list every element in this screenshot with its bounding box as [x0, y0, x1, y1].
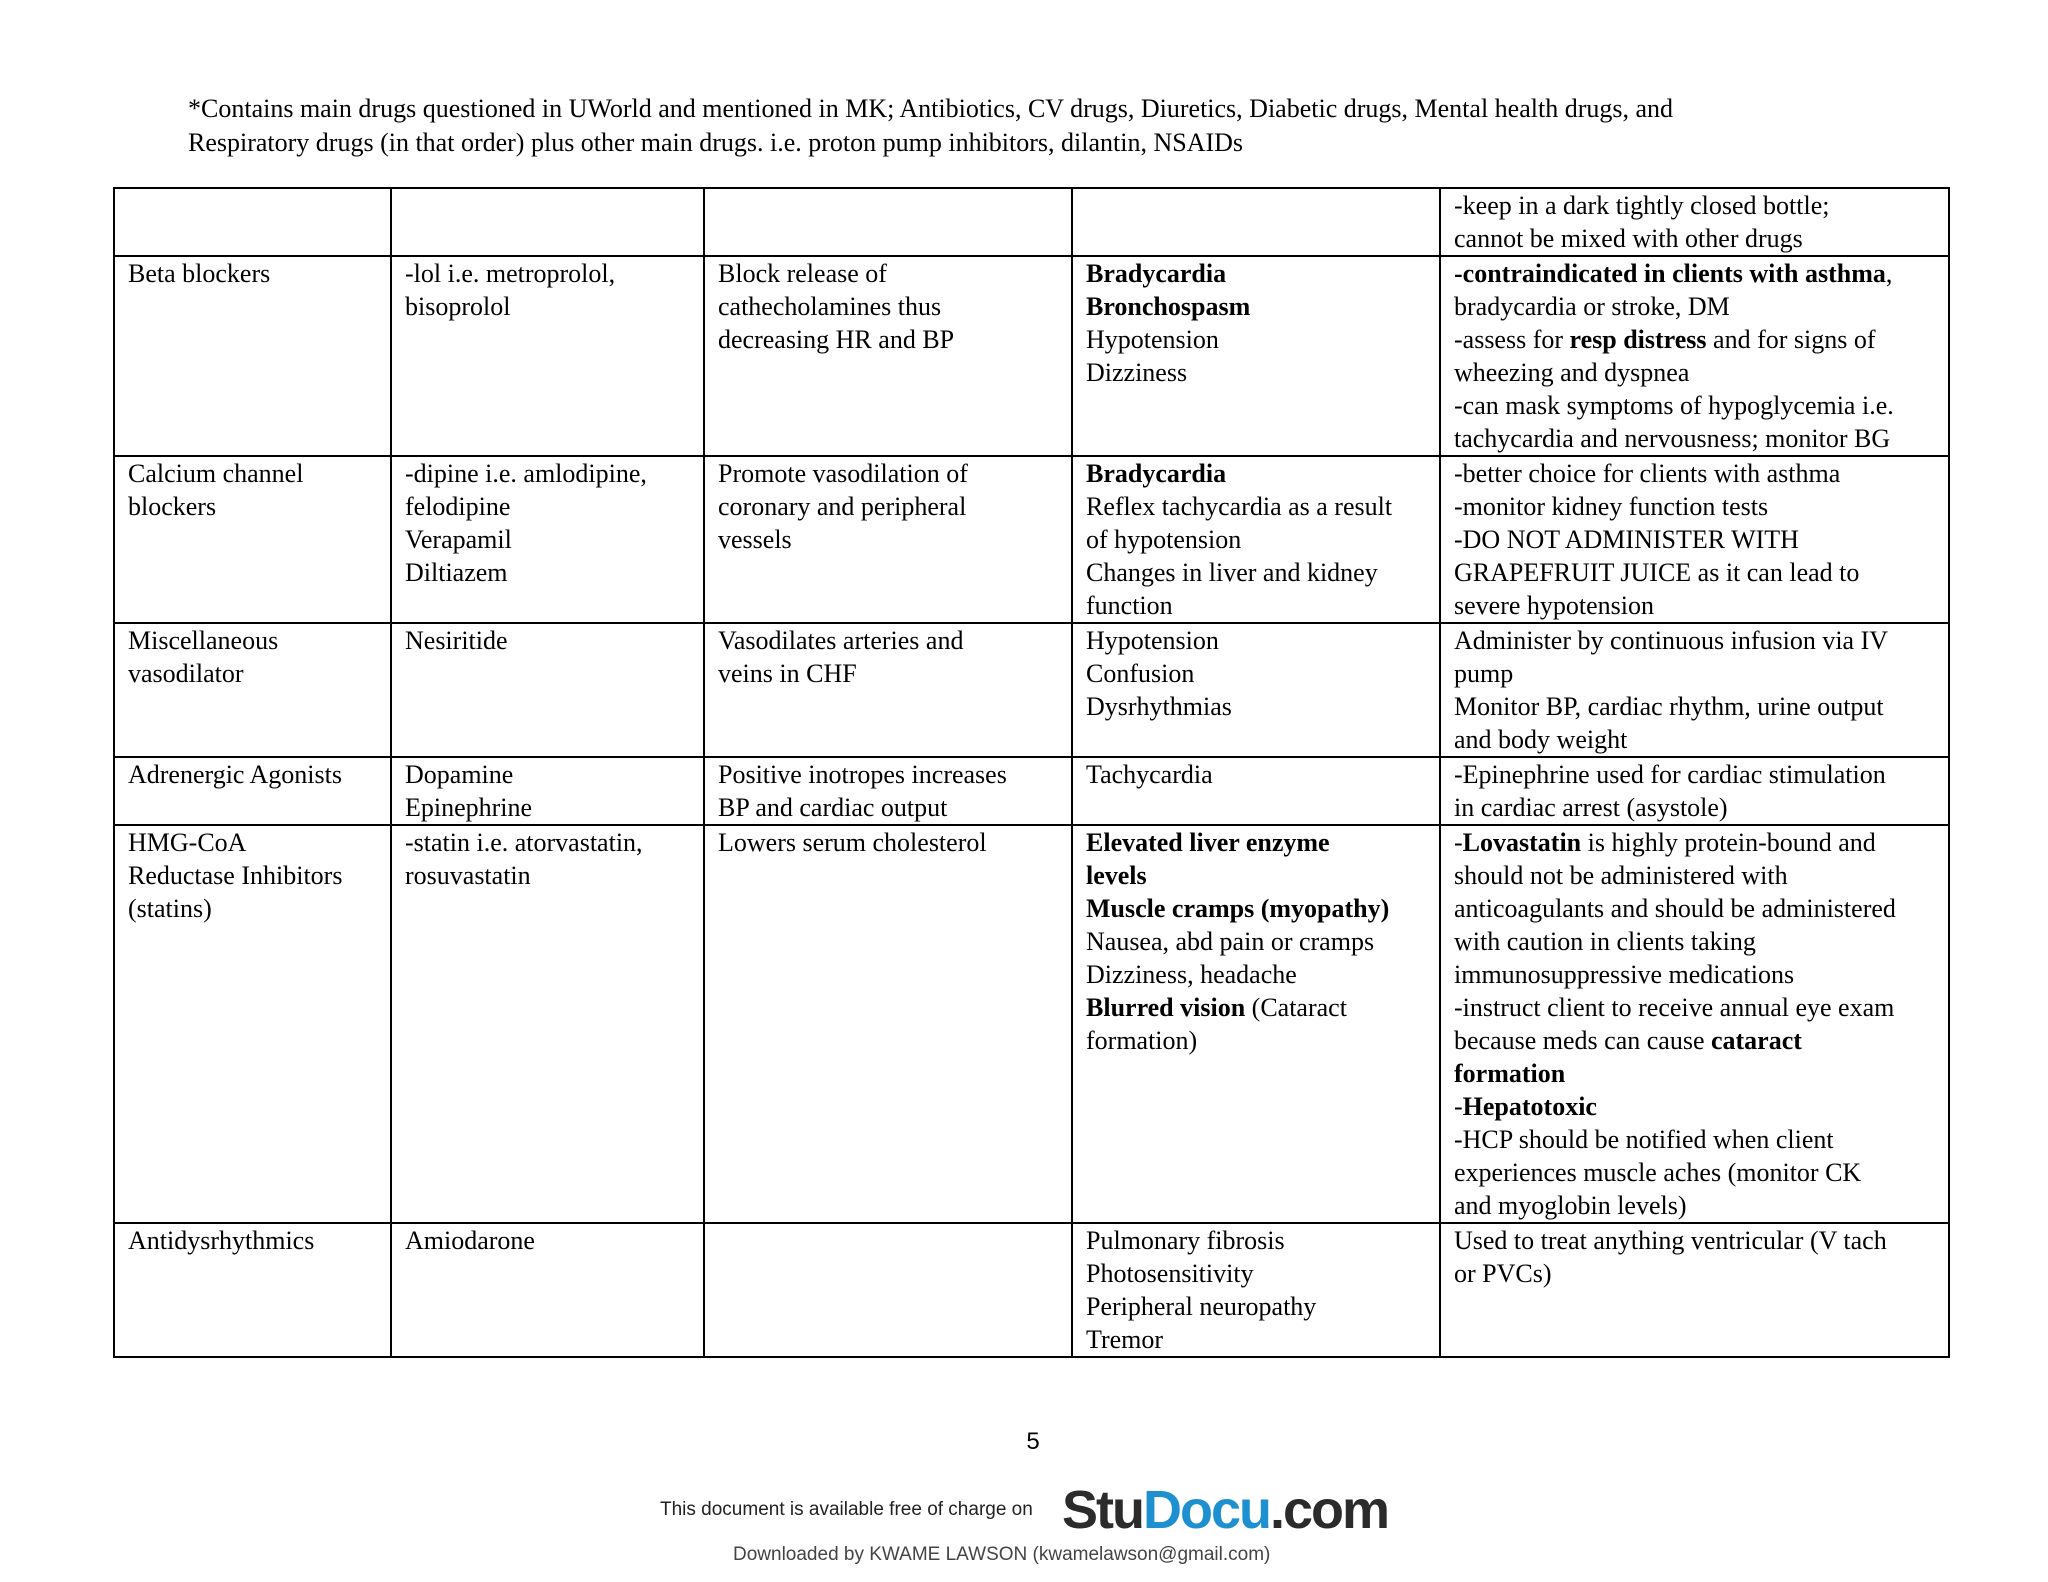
cell-line [405, 624, 691, 657]
cell-line [1086, 356, 1427, 389]
cell-line [1086, 1024, 1427, 1057]
cell-line [128, 1224, 378, 1257]
cell-line [1086, 991, 1427, 1024]
cell-line [1454, 222, 1936, 255]
cell-nursing-considerations [1440, 256, 1949, 456]
cell-line [1454, 556, 1936, 589]
cell-side-effects [1072, 757, 1440, 825]
text: felodipine [405, 492, 511, 521]
text: -lol i.e. metroprolol, [405, 259, 616, 288]
cell-line [128, 892, 378, 925]
text: Lowers serum cholesterol [718, 828, 987, 857]
cell-action [704, 757, 1072, 825]
text: Administer by continuous infusion via IV [1454, 626, 1889, 655]
text: Promote vasodilation of [718, 459, 968, 488]
bold-text: Bradycardia [1086, 459, 1227, 488]
bold-text: -contraindicated in clients with asthma [1454, 259, 1886, 288]
text: BP and cardiac output [718, 793, 948, 822]
text: Antidysrhythmics [128, 1226, 315, 1255]
cell-line [405, 859, 691, 892]
cell-line [1454, 690, 1936, 723]
text: with caution in clients taking [1454, 927, 1756, 956]
cell-examples [391, 825, 704, 1223]
text: pump [1454, 659, 1514, 688]
cell-line [1086, 826, 1427, 859]
text: is highly protein-bound and [1581, 828, 1876, 857]
cell-line [1454, 1024, 1936, 1057]
text: Reflex tachycardia as a result [1086, 492, 1393, 521]
text: -assess for [1454, 325, 1570, 354]
cell-line [128, 657, 378, 690]
cell-line [718, 791, 1059, 824]
text: vessels [718, 525, 792, 554]
text: because meds can cause [1454, 1026, 1711, 1055]
cell-line [405, 556, 691, 589]
studocu-logo[interactable] [1062, 1479, 1388, 1541]
cell-line [1454, 589, 1936, 622]
cell-line [718, 257, 1059, 290]
cell-line [1086, 523, 1427, 556]
cell-side-effects [1072, 256, 1440, 456]
text: cathecholamines thus [718, 292, 942, 321]
logo-suffix: .com [1270, 1480, 1389, 1540]
cell-examples [391, 623, 704, 757]
text: veins in CHF [718, 659, 857, 688]
cell-line [1086, 1323, 1427, 1356]
cell-nursing-considerations [1440, 825, 1949, 1223]
cell-line [1454, 1257, 1936, 1290]
cell-line [1454, 257, 1936, 290]
cell-line [405, 1224, 691, 1257]
cell-line [1454, 523, 1936, 556]
text: cannot be mixed with other drugs [1454, 224, 1803, 253]
cell-nursing-considerations [1440, 188, 1949, 256]
cell-examples [391, 1223, 704, 1357]
cell-line [1454, 1057, 1936, 1090]
cell-line [1086, 589, 1427, 622]
text: Beta blockers [128, 259, 271, 288]
cell-line [1454, 389, 1936, 422]
cell-line [405, 758, 691, 791]
header-note-line-1: *Contains main drugs questioned in UWorld and mentioned in MK; Antibiotics, CV drugs, Diuretics, Diabetic drugs, Mental health drugs, and [188, 94, 1674, 123]
text: (Cataract [1245, 993, 1347, 1022]
cell-line [1086, 290, 1427, 323]
table-row [114, 757, 1949, 825]
table-row [114, 256, 1949, 456]
text: -keep in a dark tightly closed bottle; [1454, 191, 1830, 220]
cell-line [1454, 826, 1936, 859]
cell-line [1086, 1290, 1427, 1323]
bold-text: resp distress [1569, 325, 1707, 354]
cell-line [405, 290, 691, 323]
text: severe hypotension [1454, 591, 1655, 620]
cell-line [1454, 457, 1936, 490]
table-row [114, 456, 1949, 623]
text: -monitor kidney function tests [1454, 492, 1769, 521]
cell-line [1454, 892, 1936, 925]
cell-line [1086, 1257, 1427, 1290]
cell-line [128, 490, 378, 523]
text: rosuvastatin [405, 861, 531, 890]
cell-nursing-considerations [1440, 757, 1949, 825]
cell-line [718, 624, 1059, 657]
cell-line [1454, 1090, 1936, 1123]
cell-line [405, 490, 691, 523]
text: -HCP should be notified when client [1454, 1125, 1834, 1154]
text: Dizziness [1086, 358, 1188, 387]
cell-line [1454, 657, 1936, 690]
cell-line [128, 859, 378, 892]
text: Block release of [718, 259, 887, 288]
cell-drug-class [114, 825, 391, 1223]
cell-line [718, 657, 1059, 690]
header-note-line-2: Respiratory drugs (in that order) plus other main drugs. i.e. proton pump inhibitors, dilantin, NSAIDs [188, 128, 1244, 157]
text: should not be administered with [1454, 861, 1788, 890]
cell-examples [391, 188, 704, 256]
text: -Epinephrine used for cardiac stimulation [1454, 760, 1886, 789]
bold-text: Bradycardia [1086, 259, 1227, 288]
cell-action [704, 825, 1072, 1223]
bold-text: Blurred vision [1086, 993, 1246, 1022]
text: Diltiazem [405, 558, 508, 587]
text: Adrenergic Agonists [128, 760, 342, 789]
bold-text: cataract [1710, 1026, 1802, 1055]
cell-action [704, 1223, 1072, 1357]
text: tachycardia and nervousness; monitor BG [1454, 424, 1891, 453]
text: Epinephrine [405, 793, 533, 822]
cell-action [704, 623, 1072, 757]
cell-line [1086, 925, 1427, 958]
cell-drug-class [114, 456, 391, 623]
cell-nursing-considerations [1440, 456, 1949, 623]
text: formation) [1086, 1026, 1198, 1055]
cell-line [405, 457, 691, 490]
text: HMG-CoA [128, 828, 247, 857]
text: Hypotension [1086, 325, 1219, 354]
text: Changes in liver and kidney [1086, 558, 1378, 587]
cell-side-effects [1072, 623, 1440, 757]
text: wheezing and dyspnea [1454, 358, 1690, 387]
cell-line [1454, 791, 1936, 824]
logo-main [1062, 1480, 1270, 1540]
cell-line [718, 490, 1059, 523]
cell-line [128, 826, 378, 859]
text: Vasodilates arteries and [718, 626, 964, 655]
header-note [188, 92, 1908, 160]
cell-line [1454, 323, 1936, 356]
text: -DO NOT ADMINISTER WITH [1454, 525, 1799, 554]
text: coronary and peripheral [718, 492, 967, 521]
text: Dopamine [405, 760, 514, 789]
logo-docu: Docu [1143, 1480, 1270, 1540]
cell-side-effects [1072, 456, 1440, 623]
bold-text: Hepatotoxic [1462, 1092, 1597, 1121]
cell-nursing-considerations [1440, 1223, 1949, 1357]
text: Confusion [1086, 659, 1195, 688]
text: bisoprolol [405, 292, 511, 321]
text: decreasing HR and BP [718, 325, 955, 354]
text: Positive inotropes increases [718, 760, 1007, 789]
text: GRAPEFRUIT JUICE as it can lead to [1454, 558, 1860, 587]
cell-line [1454, 290, 1936, 323]
text: of hypotension [1086, 525, 1242, 554]
text: Nausea, abd pain or cramps [1086, 927, 1375, 956]
cell-line [1454, 356, 1936, 389]
text: -better choice for clients with asthma [1454, 459, 1841, 488]
cell-line [1454, 1189, 1936, 1222]
cell-side-effects [1072, 825, 1440, 1223]
bold-text: formation [1454, 1059, 1566, 1088]
bold-text: levels [1086, 861, 1147, 890]
cell-examples [391, 757, 704, 825]
cell-side-effects [1072, 188, 1440, 256]
text: Miscellaneous [128, 626, 279, 655]
cell-line [405, 257, 691, 290]
logo-stu: Stu [1062, 1480, 1143, 1540]
cell-line [1086, 323, 1427, 356]
text: Dysrhythmias [1086, 692, 1232, 721]
text: (statins) [128, 894, 212, 923]
text: Pulmonary fibrosis [1086, 1226, 1285, 1255]
text: Tremor [1086, 1325, 1164, 1354]
text: Nesiritide [405, 626, 508, 655]
text: Dizziness, headache [1086, 960, 1297, 989]
page-number: 5 [1026, 1428, 1040, 1455]
cell-line [128, 624, 378, 657]
text: experiences muscle aches (monitor CK [1454, 1158, 1862, 1187]
bold-text: Bronchospasm [1086, 292, 1251, 321]
cell-line [1454, 723, 1936, 756]
text: function [1086, 591, 1173, 620]
text: -instruct client to receive annual eye exam [1454, 993, 1895, 1022]
cell-line [1086, 958, 1427, 991]
cell-drug-class [114, 188, 391, 256]
text: immunosuppressive medications [1454, 960, 1795, 989]
text: blockers [128, 492, 217, 521]
text: Reductase Inhibitors [128, 861, 343, 890]
cell-line [718, 523, 1059, 556]
cell-drug-class [114, 757, 391, 825]
text: and myoglobin levels) [1454, 1191, 1687, 1220]
bold-text: Elevated liver enzyme [1086, 828, 1330, 857]
cell-line [1454, 958, 1936, 991]
text: -statin i.e. atorvastatin, [405, 828, 643, 857]
text: Peripheral neuropathy [1086, 1292, 1317, 1321]
text: -can mask symptoms of hypoglycemia i.e. [1454, 391, 1894, 420]
cell-line [718, 457, 1059, 490]
cell-line [405, 791, 691, 824]
cell-line [1086, 758, 1427, 791]
cell-line [128, 758, 378, 791]
cell-line [128, 457, 378, 490]
cell-line [718, 826, 1059, 859]
cell-line [1086, 1224, 1427, 1257]
cell-line [1454, 624, 1936, 657]
cell-line [718, 323, 1059, 356]
cell-side-effects [1072, 1223, 1440, 1357]
text: Monitor BP, cardiac rhythm, urine output [1454, 692, 1884, 721]
text: Verapamil [405, 525, 512, 554]
text: anticoagulants and should be administered [1454, 894, 1896, 923]
cell-line [405, 826, 691, 859]
cell-line [1086, 859, 1427, 892]
cell-line [1454, 1123, 1936, 1156]
cell-line [1454, 859, 1936, 892]
cell-line [1086, 556, 1427, 589]
text: Used to treat anything ventricular (V tach [1454, 1226, 1887, 1255]
text: and for signs of [1706, 325, 1876, 354]
text: bradycardia or stroke, DM [1454, 292, 1730, 321]
cell-action [704, 456, 1072, 623]
text: -dipine i.e. amlodipine, [405, 459, 647, 488]
cell-line [1454, 1224, 1936, 1257]
footer-availability-text: This document is available free of charge on [660, 1499, 1033, 1520]
text: Hypotension [1086, 626, 1219, 655]
text: - [1454, 828, 1463, 857]
cell-nursing-considerations [1440, 623, 1949, 757]
bold-text: Lovastatin [1462, 828, 1582, 857]
cell-line [405, 523, 691, 556]
cell-line [718, 758, 1059, 791]
drug-table [113, 187, 1950, 1358]
table-row [114, 825, 1949, 1223]
cell-line [1454, 189, 1936, 222]
text: , [1885, 259, 1893, 288]
cell-line [1086, 257, 1427, 290]
text: in cardiac arrest (asystole) [1454, 793, 1728, 822]
text: or PVCs) [1454, 1259, 1552, 1288]
table-row [114, 1223, 1949, 1357]
cell-line [1454, 490, 1936, 523]
table-row [114, 623, 1949, 757]
cell-drug-class [114, 1223, 391, 1357]
drug-table-body [114, 188, 1949, 1357]
text: Calcium channel [128, 459, 304, 488]
cell-line [1086, 892, 1427, 925]
cell-line [1086, 457, 1427, 490]
cell-action [704, 188, 1072, 256]
text: vasodilator [128, 659, 244, 688]
downloaded-by-text: Downloaded by KWAME LAWSON (kwamelawson@gmail.com) [733, 1544, 1271, 1565]
cell-line [1454, 925, 1936, 958]
cell-line [1454, 1156, 1936, 1189]
text: - [1454, 1092, 1463, 1121]
cell-line [1086, 624, 1427, 657]
text: Tachycardia [1086, 760, 1213, 789]
text: Amiodarone [405, 1226, 535, 1255]
cell-line [718, 290, 1059, 323]
cell-examples [391, 456, 704, 623]
cell-line [128, 257, 378, 290]
cell-examples [391, 256, 704, 456]
table-row [114, 188, 1949, 256]
cell-line [1086, 657, 1427, 690]
cell-line [1086, 490, 1427, 523]
text: and body weight [1454, 725, 1628, 754]
text: Photosensitivity [1086, 1259, 1254, 1288]
cell-line [1454, 422, 1936, 455]
cell-line [1454, 991, 1936, 1024]
cell-drug-class [114, 623, 391, 757]
cell-line [1454, 758, 1936, 791]
bold-text: Muscle cramps (myopathy) [1086, 894, 1390, 923]
cell-drug-class [114, 256, 391, 456]
cell-line [1086, 690, 1427, 723]
cell-action [704, 256, 1072, 456]
